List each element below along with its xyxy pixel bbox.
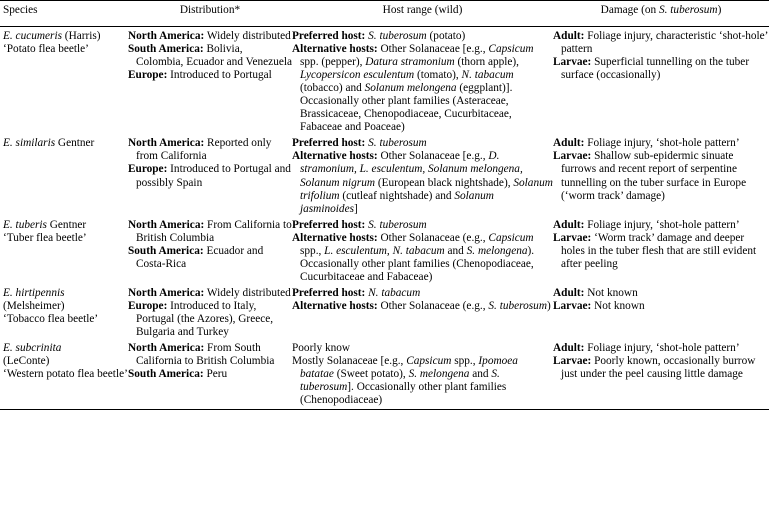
header-damage xyxy=(553,1,769,27)
species-cell xyxy=(0,216,128,284)
preferred-host: Preferred host: N. tabacum xyxy=(292,286,421,299)
table-row xyxy=(0,27,769,135)
header-distribution: Distribution* xyxy=(128,1,292,27)
species-name: E. subcrinita xyxy=(3,342,62,355)
host-range-cell xyxy=(292,284,553,339)
table-row xyxy=(0,134,769,215)
species-author: (Melsheimer) xyxy=(3,299,65,312)
species-cell xyxy=(0,339,128,410)
damage-cell xyxy=(553,27,769,135)
distribution-cell xyxy=(128,284,292,339)
species-cell xyxy=(0,134,128,215)
dist-north-america: North America: Reported only from California xyxy=(128,137,272,163)
damage-cell xyxy=(553,216,769,284)
species-name: E. tuberis Gentner xyxy=(3,218,87,231)
species-common-name: ‘Potato flea beetle’ xyxy=(3,43,89,56)
distribution-cell xyxy=(128,339,292,410)
species-cell xyxy=(0,284,128,339)
dist-south-america: South America: Ecuador and Costa-Rica xyxy=(128,244,264,270)
damage-cell xyxy=(553,134,769,215)
host-range-cell xyxy=(292,216,553,284)
damage-adult: Adult: Not known xyxy=(553,286,638,299)
host-summary: Poorly know xyxy=(292,342,351,355)
dist-south-america: South America: Peru xyxy=(128,368,228,381)
table-row xyxy=(0,339,769,410)
species-common-name: ‘Tuber flea beetle’ xyxy=(3,231,87,244)
species-common-name: ‘Tobacco flea beetle’ xyxy=(3,312,99,325)
header-damage-host: S. tuberosum xyxy=(659,4,718,16)
damage-larvae: Larvae: Superficial tunnelling on the tuber surface (occasionally) xyxy=(553,56,750,82)
dist-north-america: North America: Widely distributed xyxy=(128,30,291,42)
species-name: E. similaris Gentner xyxy=(3,137,95,150)
dist-north-america: North America: From California to British Columbia xyxy=(128,218,292,244)
damage-cell xyxy=(553,284,769,339)
species-name: E. hirtipennis xyxy=(3,286,65,299)
table-row xyxy=(0,284,769,339)
alternative-hosts: Alternative hosts: Other Solanaceae (e.g., Capsicum spp., L. esculentum, N. tabacum and S. melongena). Occasionally other plant families (Chenopodiaceae, Cucurbitaceae and Fabaceae) xyxy=(292,231,535,283)
preferred-host: Preferred host: S. tuberosum xyxy=(292,218,427,231)
alternative-hosts: Alternative hosts: Other Solanaceae (e.g., S. tuberosum) xyxy=(292,299,551,312)
table-row xyxy=(0,216,769,284)
species-author: (LeConte) xyxy=(3,355,50,368)
species-common-name: ‘Western potato flea beetle’ xyxy=(3,368,128,381)
header-damage-suffix: ) xyxy=(717,4,722,16)
host-range-cell xyxy=(292,134,553,215)
dist-north-america: North America: Widely distributed xyxy=(128,286,291,299)
host-details: Mostly Solanaceae [e.g., Capsicum spp., Ipomoea batatae (Sweet potato), S. melongena and S. tuberosum]. Occasionally other plant families (Chenopodiaceae) xyxy=(292,355,518,407)
host-range-cell xyxy=(292,27,553,135)
host-range-cell xyxy=(292,339,553,410)
dist-south-america: South America: Bolivia, Colombia, Ecuador and Venezuela xyxy=(128,43,293,69)
dist-europe: Europe: Introduced to Portugal xyxy=(128,69,272,82)
header-damage-prefix: Damage (on xyxy=(600,4,659,16)
dist-north-america: North America: From South California to British Columbia xyxy=(128,342,275,368)
distribution-cell xyxy=(128,27,292,135)
damage-larvae: Larvae: Shallow sub-epidermic sinuate furrows and recent report of serpentine tunnelling on the tuber surface in Europe (‘worm track’ damage) xyxy=(553,150,747,202)
preferred-host: Preferred host: S. tuberosum (potato) xyxy=(292,30,466,42)
dist-europe: Europe: Introduced to Italy, Portugal (the Azores), Greece, Bulgaria and Turkey xyxy=(128,299,274,339)
damage-larvae: Larvae: Poorly known, occasionally burrow just under the peel causing little damage xyxy=(553,355,756,381)
damage-larvae: Larvae: Not known xyxy=(553,299,645,312)
alternative-hosts: Alternative hosts: Other Solanaceae [e.g., Capsicum spp. (pepper), Datura stramonium (thorn apple), Lycopersicon esculentum (tomato), N. tabacum (tobacco) and Solanum melongena (eggplant)]. Occasionally other plant families (Asteraceae, Brassicaceae, Chenopodiaceae, Cucurbitaceae, Fabaceae and Poaceae) xyxy=(292,43,534,134)
damage-larvae: Larvae: ‘Worm track’ damage and deeper holes in the tuber flesh that are still evident after peeling xyxy=(553,231,757,270)
distribution-cell xyxy=(128,134,292,215)
header-host-range: Host range (wild) xyxy=(292,1,553,27)
alternative-hosts: Alternative hosts: Other Solanaceae [e.g., D. stramonium, L. esculentum, Solanum melongena, Solanum nigrum (European black nightshade), Solanum trifolium (cutleaf nightshade) and Solanum jasminoides] xyxy=(292,150,553,215)
preferred-host: Preferred host: S. tuberosum xyxy=(292,137,427,150)
damage-adult: Adult: Foliage injury, ‘shot-hole pattern’ xyxy=(553,218,740,231)
damage-adult: Adult: Foliage injury, ‘shot-hole pattern’ xyxy=(553,137,740,150)
species-name: E. cucumeris (Harris) xyxy=(3,30,101,42)
header-row xyxy=(0,1,769,27)
distribution-cell xyxy=(128,216,292,284)
dist-europe: Europe: Introduced to Portugal and possibly Spain xyxy=(128,163,291,189)
damage-adult: Adult: Foliage injury, characteristic ‘shot-hole’ pattern xyxy=(553,30,768,56)
damage-cell xyxy=(553,339,769,410)
header-species: Species xyxy=(0,1,128,27)
damage-adult: Adult: Foliage injury, ‘shot-hole pattern’ xyxy=(553,342,740,355)
species-cell xyxy=(0,27,128,135)
